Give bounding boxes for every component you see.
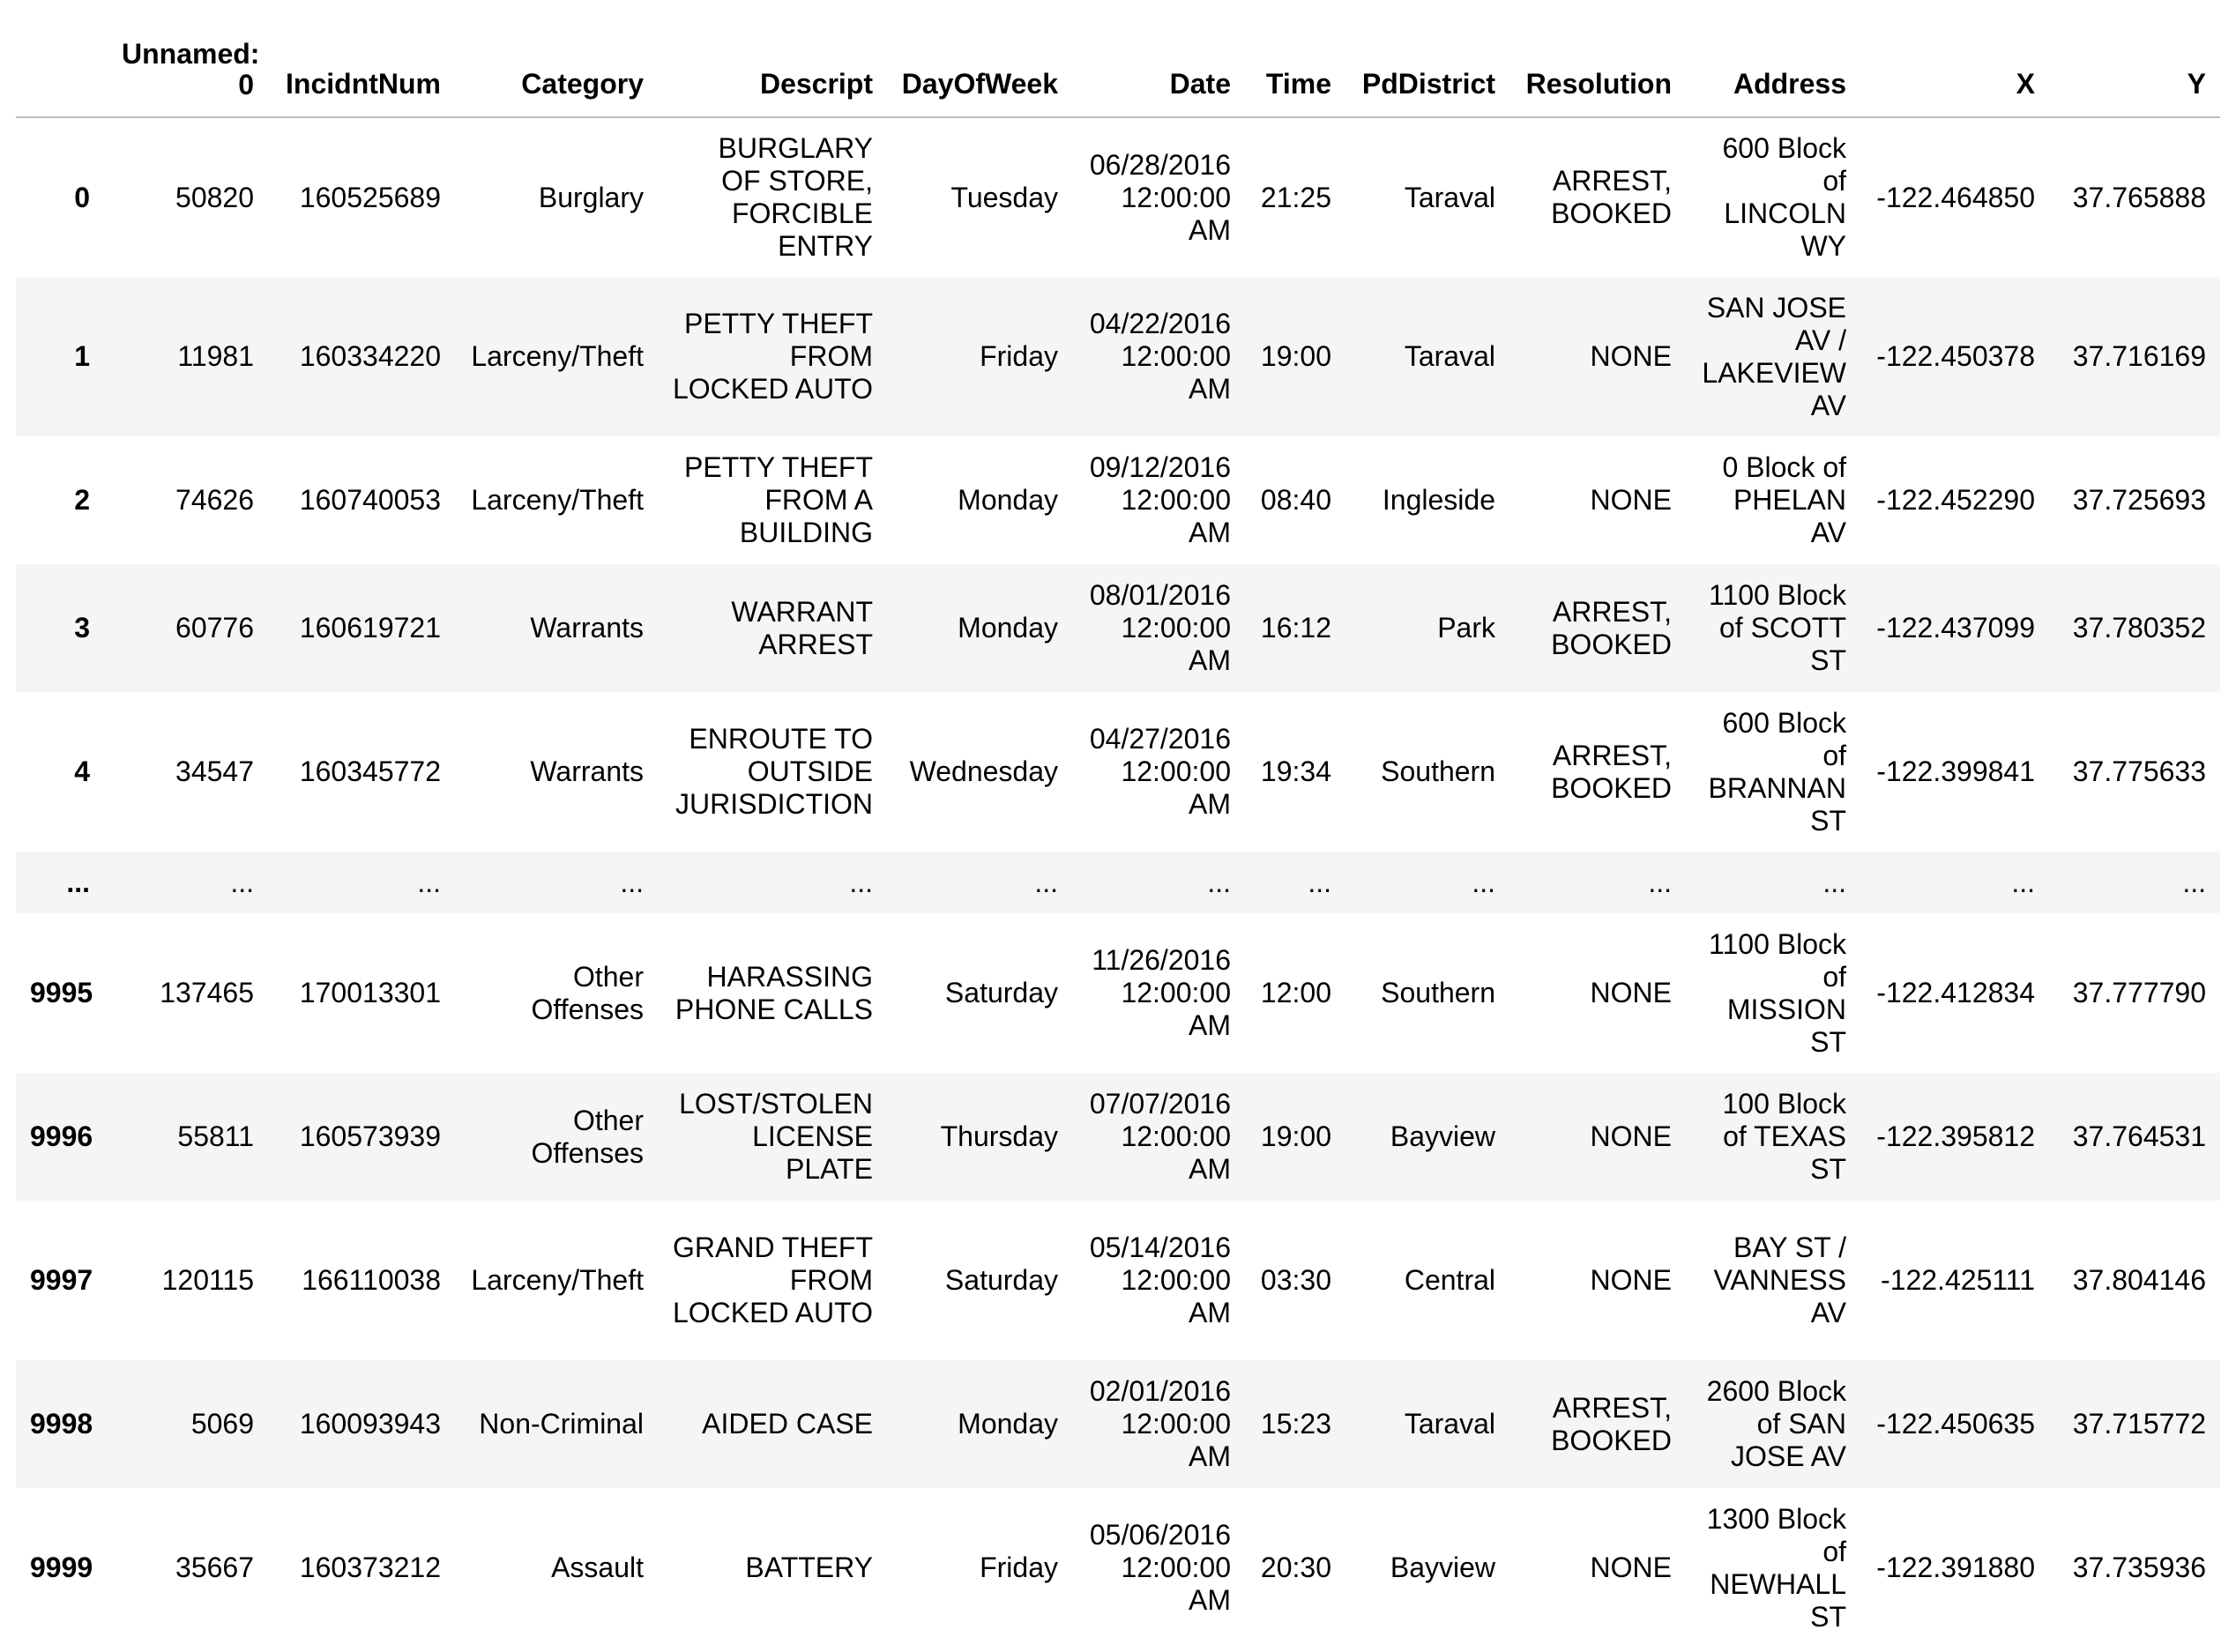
cell-incidntnum: 160573939 (299, 1120, 441, 1152)
cell-pddistrict: Ingleside (1382, 484, 1495, 516)
column-header-unnamed-0: Unnamed: 0 (104, 26, 268, 117)
cell-unnamed-0: 120115 (161, 1264, 254, 1296)
cell-address: SAN JOSE AV / LAKEVIEW AV (1702, 291, 1846, 421)
header-row (16, 26, 2220, 117)
cell-dayofweek: Tuesday (950, 181, 1058, 213)
cell-x: -122.464850 (1876, 181, 2035, 213)
cell-category: ... (620, 866, 644, 898)
column-header-category: Category (455, 26, 658, 117)
ellipsis-row (16, 852, 2220, 913)
row-index: 2 (74, 484, 90, 516)
cell-descript: AIDED CASE (702, 1408, 873, 1440)
cell-y: 37.777790 (2072, 977, 2206, 1008)
cell-x: -122.412834 (1876, 977, 2035, 1008)
cell-descript: HARASSING PHONE CALLS (675, 960, 873, 1025)
cell-address: ... (1822, 866, 1846, 898)
column-header-y: Y (2049, 26, 2220, 117)
cell-dayofweek: Friday (980, 340, 1058, 372)
cell-resolution: NONE (1590, 977, 1672, 1008)
cell-dayofweek: Thursday (940, 1120, 1058, 1152)
cell-descript: ... (849, 866, 873, 898)
cell-descript: BATTERY (745, 1552, 873, 1583)
row-index: 1 (74, 340, 90, 372)
cell-pddistrict: Bayview (1390, 1552, 1495, 1583)
row-index: 9998 (30, 1408, 93, 1440)
column-header-dayofweek: DayOfWeek (887, 26, 1072, 117)
cell-incidntnum: 160373212 (299, 1552, 441, 1583)
cell-descript: PETTY THEFT FROM A BUILDING (684, 451, 873, 548)
cell-unnamed-0: 50820 (175, 181, 254, 213)
cell-x: ... (2011, 866, 2035, 898)
cell-date: 08/01/2016 12:00:00 AM (1089, 579, 1231, 676)
cell-date: 11/26/2016 12:00:00 AM (1092, 944, 1231, 1041)
cell-date: 04/22/2016 12:00:00 AM (1089, 308, 1231, 405)
cell-unnamed-0: 74626 (175, 484, 254, 516)
table-row (16, 1488, 2220, 1648)
cell-x: -122.395812 (1876, 1120, 2035, 1152)
row-index: 0 (74, 181, 90, 213)
cell-incidntnum: 170013301 (299, 977, 441, 1008)
cell-y: 37.725693 (2072, 484, 2206, 516)
cell-address: 600 Block of BRANNAN ST (1708, 706, 1846, 837)
cell-y: 37.780352 (2072, 612, 2206, 644)
cell-resolution: NONE (1590, 1120, 1672, 1152)
cell-address: 100 Block of TEXAS ST (1722, 1088, 1846, 1185)
cell-descript: ENROUTE TO OUTSIDE JURISDICTION (675, 723, 873, 820)
cell-category: Other Offenses (531, 1104, 644, 1169)
cell-incidntnum: 160334220 (299, 340, 441, 372)
cell-descript: GRAND THEFT FROM LOCKED AUTO (672, 1232, 873, 1328)
cell-time: 15:23 (1260, 1408, 1331, 1440)
cell-x: -122.450635 (1876, 1408, 2035, 1440)
dataframe-table (16, 26, 2220, 1648)
cell-category: Larceny/Theft (471, 1264, 644, 1296)
cell-dayofweek: Wednesday (909, 755, 1058, 787)
cell-y: ... (2182, 866, 2206, 898)
cell-address: 600 Block of LINCOLN WY (1722, 132, 1846, 262)
table-row (16, 1201, 2220, 1360)
cell-time: 08:40 (1260, 484, 1331, 516)
cell-y: 37.735936 (2072, 1552, 2206, 1583)
cell-resolution: ... (1648, 866, 1672, 898)
cell-descript: LOST/STOLEN LICENSE PLATE (679, 1088, 873, 1185)
column-header-descript: Descript (658, 26, 887, 117)
cell-x: -122.399841 (1876, 755, 2035, 787)
column-header-pddistrict: PdDistrict (1345, 26, 1509, 117)
cell-x: -122.425111 (1881, 1264, 2035, 1296)
cell-resolution: ARREST, BOOKED (1551, 739, 1672, 804)
cell-time: 19:00 (1260, 340, 1331, 372)
cell-date: 07/07/2016 12:00:00 AM (1089, 1088, 1231, 1185)
row-index: 9997 (30, 1264, 93, 1296)
cell-descript: BURGLARY OF STORE, FORCIBLE ENTRY (718, 132, 873, 262)
column-header-date: Date (1072, 26, 1245, 117)
table-row (16, 117, 2220, 277)
cell-date: 02/01/2016 12:00:00 AM (1089, 1375, 1231, 1472)
cell-incidntnum: 166110038 (302, 1264, 441, 1296)
cell-pddistrict: Southern (1381, 755, 1495, 787)
cell-incidntnum: 160619721 (299, 612, 441, 644)
cell-pddistrict: Bayview (1390, 1120, 1495, 1152)
cell-y: 37.764531 (2072, 1120, 2206, 1152)
cell-pddistrict: Taraval (1404, 1408, 1495, 1440)
cell-category: Warrants (530, 612, 644, 644)
cell-category: Warrants (530, 755, 644, 787)
cell-address: 0 Block of PHELAN AV (1722, 451, 1846, 548)
cell-address: BAY ST / VANNESS AV (1713, 1232, 1846, 1328)
cell-pddistrict: Taraval (1404, 181, 1495, 213)
cell-resolution: NONE (1590, 484, 1672, 516)
cell-incidntnum: 160525689 (299, 181, 441, 213)
cell-unnamed-0: 11981 (177, 340, 254, 372)
cell-resolution: NONE (1590, 1264, 1672, 1296)
cell-category: Other Offenses (531, 960, 644, 1025)
table-row (16, 277, 2220, 436)
cell-resolution: NONE (1590, 1552, 1672, 1583)
cell-category: Larceny/Theft (471, 340, 644, 372)
cell-unnamed-0: 137465 (160, 977, 254, 1008)
cell-y: 37.804146 (2072, 1264, 2206, 1296)
table-row (16, 436, 2220, 564)
cell-descript: WARRANT ARREST (731, 595, 873, 660)
cell-unnamed-0: 34547 (175, 755, 254, 787)
cell-dayofweek: ... (1034, 866, 1058, 898)
cell-unnamed-0: 35667 (175, 1552, 254, 1583)
cell-pddistrict: Southern (1381, 977, 1495, 1008)
cell-date: 06/28/2016 12:00:00 AM (1089, 148, 1231, 246)
cell-resolution: NONE (1590, 340, 1672, 372)
cell-dayofweek: Saturday (944, 977, 1058, 1008)
cell-dayofweek: Saturday (944, 1264, 1058, 1296)
cell-category: Assault (551, 1552, 644, 1583)
cell-resolution: ARREST, BOOKED (1551, 1391, 1672, 1456)
table-row (16, 1073, 2220, 1201)
cell-pddistrict: Central (1404, 1264, 1495, 1296)
cell-time: ... (1308, 866, 1331, 898)
row-index: 9995 (30, 977, 93, 1008)
cell-x: -122.437099 (1876, 612, 2035, 644)
cell-incidntnum: 160740053 (299, 484, 441, 516)
cell-date: 04/27/2016 12:00:00 AM (1089, 723, 1231, 820)
cell-unnamed-0: ... (230, 866, 254, 898)
dataframe-output (16, 26, 2220, 1648)
column-header-time: Time (1245, 26, 1345, 117)
cell-incidntnum: 160345772 (299, 755, 441, 787)
table-row (16, 564, 2220, 692)
cell-time: 16:12 (1260, 612, 1331, 644)
cell-dayofweek: Monday (958, 484, 1058, 516)
cell-time: 03:30 (1260, 1264, 1331, 1296)
column-header-resolution: Resolution (1509, 26, 1686, 117)
table-row (16, 913, 2220, 1073)
cell-date: 09/12/2016 12:00:00 AM (1089, 451, 1231, 548)
column-header-x: X (1860, 26, 2049, 117)
row-index: 3 (74, 612, 90, 644)
row-index: 9996 (30, 1120, 93, 1152)
cell-address: 1100 Block of MISSION ST (1709, 927, 1846, 1058)
cell-incidntnum: 160093943 (299, 1408, 441, 1440)
table-row (16, 692, 2220, 852)
cell-time: 19:34 (1260, 755, 1331, 787)
row-index: 9999 (30, 1552, 93, 1583)
cell-dayofweek: Friday (980, 1552, 1058, 1583)
column-header-address: Address (1686, 26, 1860, 117)
cell-y: 37.715772 (2072, 1408, 2206, 1440)
cell-time: 20:30 (1260, 1552, 1331, 1583)
column-header-incidntnum: IncidntNum (268, 26, 455, 117)
cell-date: 05/06/2016 12:00:00 AM (1089, 1519, 1231, 1616)
cell-x: -122.450378 (1876, 340, 2035, 372)
cell-address: 1100 Block of SCOTT ST (1709, 579, 1846, 676)
table-row (16, 1360, 2220, 1488)
cell-unnamed-0: 60776 (175, 612, 254, 644)
cell-unnamed-0: 5069 (190, 1408, 254, 1440)
cell-x: -122.452290 (1876, 484, 2035, 516)
row-index: ... (66, 866, 90, 898)
cell-resolution: ARREST, BOOKED (1551, 595, 1672, 660)
cell-address: 2600 Block of SAN JOSE AV (1706, 1375, 1846, 1472)
row-index: 4 (74, 755, 90, 787)
cell-incidntnum: ... (417, 866, 441, 898)
cell-y: 37.775633 (2072, 755, 2206, 787)
cell-date: 05/14/2016 12:00:00 AM (1089, 1232, 1231, 1328)
cell-unnamed-0: 55811 (177, 1120, 254, 1152)
cell-pddistrict: Taraval (1404, 340, 1495, 372)
cell-category: Non-Criminal (479, 1408, 644, 1440)
cell-y: 37.716169 (2072, 340, 2206, 372)
cell-address: 1300 Block of NEWHALL ST (1706, 1502, 1846, 1633)
cell-resolution: ARREST, BOOKED (1551, 165, 1672, 229)
cell-y: 37.765888 (2072, 181, 2206, 213)
cell-time: 19:00 (1260, 1120, 1331, 1152)
cell-pddistrict: Park (1437, 612, 1495, 644)
cell-x: -122.391880 (1876, 1552, 2035, 1583)
cell-dayofweek: Monday (958, 1408, 1058, 1440)
cell-dayofweek: Monday (958, 612, 1058, 644)
index-header (16, 26, 104, 117)
cell-pddistrict: ... (1472, 866, 1495, 898)
cell-descript: PETTY THEFT FROM LOCKED AUTO (672, 308, 873, 405)
cell-time: 12:00 (1260, 977, 1331, 1008)
cell-date: ... (1207, 866, 1231, 898)
cell-category: Burglary (538, 181, 644, 213)
cell-category: Larceny/Theft (471, 484, 644, 516)
cell-time: 21:25 (1260, 181, 1331, 213)
